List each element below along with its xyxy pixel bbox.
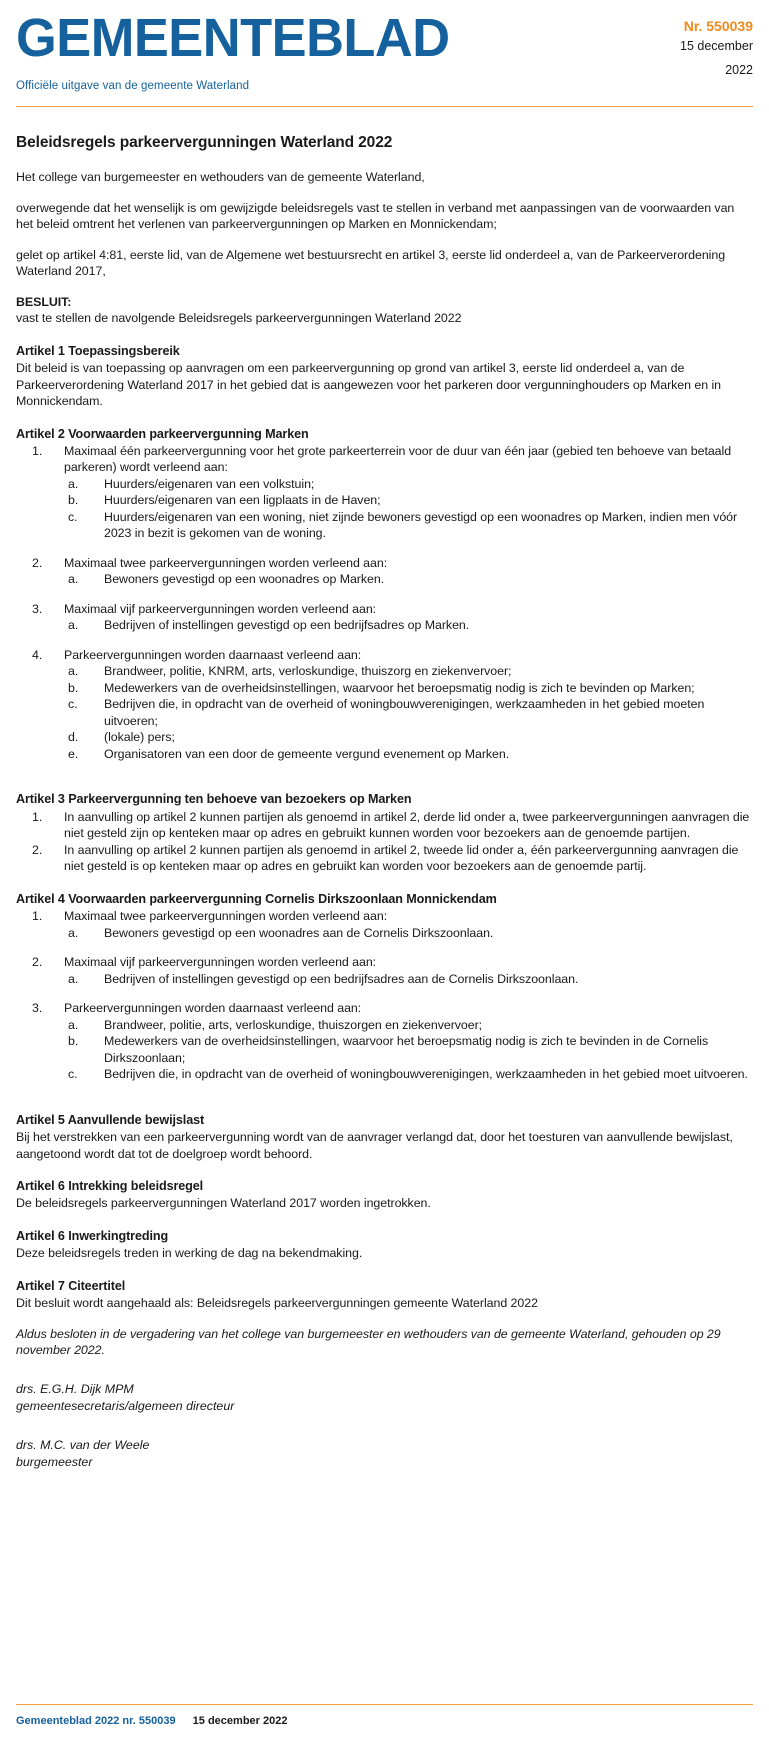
issue-date-year: 2022 xyxy=(725,62,753,77)
list-item xyxy=(64,680,753,697)
list-text: In aanvulling op artikel 2 kunnen partijen als genoemd in artikel 2, tweede lid onder a, één parkeervergunning aanvragen die niet gesteld is op kenteken maar op adres en gebruikt kan worden voor bezoekers aan de genoemde partij. xyxy=(64,842,739,874)
article-1-heading: Artikel 1 Toepassingsbereik xyxy=(16,343,180,358)
list-item xyxy=(64,1066,753,1083)
signatory-role: burgemeester xyxy=(16,1454,93,1469)
list-marker: 2. xyxy=(32,842,43,857)
footer-publication-reference: Gemeenteblad 2022 nr. 550039 xyxy=(16,1714,176,1727)
list-item xyxy=(64,509,753,542)
list-marker: c. xyxy=(68,509,78,524)
masthead-subtitle: Officiële uitgave van de gemeente Waterland xyxy=(16,79,250,92)
list-item xyxy=(64,1033,753,1066)
sub-list xyxy=(64,476,753,542)
list-item xyxy=(64,571,753,588)
list-marker: a. xyxy=(68,618,79,633)
list-text: Maximaal twee parkeervergunningen worden verleend aan: xyxy=(64,555,388,570)
list-text: Bewoners gevestigd op een woonadres op Marken. xyxy=(104,572,385,587)
article-6-intrekking-heading: Artikel 6 Intrekking beleidsregel xyxy=(16,1179,204,1194)
list-item xyxy=(64,746,753,763)
article-5-body: Bij het verstrekken van een parkeervergunning wordt van de aanvrager verlangd dat, door het toesturen van aanvullende bewijslast, aangetoond wordt dat tot de doelgroep wordt behoord. xyxy=(16,1130,733,1161)
list-item xyxy=(64,1017,753,1034)
spacer xyxy=(16,1312,753,1326)
footer-divider xyxy=(16,1704,753,1705)
sub-list xyxy=(64,571,753,588)
list-text: Bedrijven of instellingen gevestigd op een bedrijfsadres aan de Cornelis Dirkszoonlaan. xyxy=(104,971,579,986)
list-text: Maximaal twee parkeervergunningen worden verleend aan: xyxy=(64,909,388,924)
sub-list xyxy=(64,617,753,634)
list-item xyxy=(64,492,753,509)
article-4-list xyxy=(16,908,753,1083)
list-marker: b. xyxy=(68,493,79,508)
list-text: Huurders/eigenaren van een volkstuin; xyxy=(104,476,315,491)
list-item xyxy=(16,1000,753,1083)
sub-list xyxy=(64,971,753,988)
list-text: Medewerkers van de overheidsinstellingen, waarvoor het beroepsmatig nodig is zich te bevinden in de Cornelis Dirkszoonlaan; xyxy=(104,1034,709,1065)
list-marker: a. xyxy=(68,925,79,940)
list-text: In aanvulling op artikel 2 kunnen partijen als genoemd in artikel 2, derde lid onder a, twee parkeervergunningen aanvragen die niet gesteld zijn op kenteken maar op adres en gebruikt kunnen worden voor bezoekers aan de genoemde partijen. xyxy=(64,809,750,841)
signatory-name: drs. M.C. van der Weele xyxy=(16,1437,150,1452)
article-2-list xyxy=(16,443,753,763)
list-item xyxy=(64,663,753,680)
list-text: Huurders/eigenaren van een ligplaats in de Haven; xyxy=(104,493,381,508)
list-text: Bedrijven of instellingen gevestigd op een bedrijfsadres op Marken. xyxy=(104,618,470,633)
footer-publication-date: 15 december 2022 xyxy=(192,1714,288,1727)
sub-list xyxy=(64,663,753,762)
list-marker: 2. xyxy=(32,955,43,970)
list-marker: e. xyxy=(68,746,79,761)
list-item xyxy=(64,696,753,729)
list-marker: d. xyxy=(68,730,79,745)
signatory-role: gemeentesecretaris/algemeen directeur xyxy=(16,1398,235,1413)
signatory-name: drs. E.G.H. Dijk MPM xyxy=(16,1381,134,1396)
issue-date-day-month: 15 december xyxy=(680,38,753,53)
list-item xyxy=(16,443,753,542)
list-item xyxy=(64,729,753,746)
list-text: Brandweer, politie, KNRM, arts, verloskundige, thuiszorg en ziekenvervoer; xyxy=(104,664,512,679)
list-marker: 1. xyxy=(32,809,43,824)
list-text: Organisatoren van een door de gemeente vergund evenement op Marken. xyxy=(104,746,510,761)
article-3-list xyxy=(16,809,753,875)
list-text: Bewoners gevestigd op een woonadres aan de Cornelis Dirkszoonlaan. xyxy=(104,925,494,940)
article-4-heading: Artikel 4 Voorwaarden parkeervergunning Cornelis Dirkszoonlaan Monnickendam xyxy=(16,891,497,906)
article-7-body: Dit besluit wordt aangehaald als: Beleidsregels parkeervergunningen gemeente Waterland 2022 xyxy=(16,1296,538,1311)
intro-paragraph-2: overwegende dat het wenselijk is om gewijzigde beleidsregels vast te stellen in verband met aanpassingen van de voorwaarden van het beleid omtrent het verlenen van parkeervergunningen op Marken en Monnickendam; xyxy=(16,200,735,232)
list-marker: c. xyxy=(68,697,78,712)
masthead-issue-info xyxy=(666,12,753,82)
list-text: Parkeervergunningen worden daarnaast verleend aan: xyxy=(64,1001,362,1016)
list-text: Huurders/eigenaren van een woning, niet zijnde bewoners gevestigd op een woonadres op Marken, indien men vóór 2023 in bezit is gekomen van de woning. xyxy=(104,509,738,541)
sub-list xyxy=(64,1017,753,1083)
list-marker: 2. xyxy=(32,555,43,570)
footer-content xyxy=(16,1714,753,1728)
issue-number: Nr. 550039 xyxy=(683,18,753,34)
article-3-heading: Artikel 3 Parkeervergunning ten behoeve van bezoekers op Marken xyxy=(16,792,412,807)
list-text: (lokale) pers; xyxy=(104,730,175,745)
article-1-body: Dit beleid is van toepassing op aanvragen om een parkeervergunning op grond van artikel 3, eerste lid onderdeel a, van de Parkeerverordening Waterland 2017 in het gebied dat is aangewezen voor het parkeren door vergunninghouders op Marken en in Monnickendam. xyxy=(16,361,721,409)
list-text: Maximaal vijf parkeervergunningen worden verleend aan: xyxy=(64,955,377,970)
article-2-heading: Artikel 2 Voorwaarden parkeervergunning Marken xyxy=(16,426,309,441)
signature-block-secretary xyxy=(16,1381,753,1415)
list-item xyxy=(16,954,753,987)
list-item xyxy=(64,925,753,942)
intro-paragraph-1: Het college van burgemeester en wethouders van de gemeente Waterland, xyxy=(16,170,425,185)
list-text: Brandweer, politie, arts, verloskundige, thuiszorgen en ziekenvervoer; xyxy=(104,1017,483,1032)
list-marker: a. xyxy=(68,664,79,679)
list-item xyxy=(16,647,753,763)
document-body xyxy=(16,107,753,1471)
list-item xyxy=(64,476,753,493)
intro-paragraph-3: gelet op artikel 4:81, eerste lid, van de Algemene wet bestuursrecht en artikel 3, eerste lid onderdeel a, van de Parkeerverordening Waterland 2017, xyxy=(16,247,726,279)
article-6-inwerkingtreding-heading: Artikel 6 Inwerkingtreding xyxy=(16,1228,169,1243)
list-marker: a. xyxy=(68,971,79,986)
list-marker: 4. xyxy=(32,647,43,662)
list-marker: b. xyxy=(68,680,79,695)
list-item xyxy=(16,908,753,941)
list-item xyxy=(16,842,753,875)
list-item xyxy=(16,601,753,634)
list-text: Maximaal vijf parkeervergunningen worden verleend aan: xyxy=(64,601,377,616)
list-marker: 3. xyxy=(32,601,43,616)
signature-block-mayor xyxy=(16,1437,753,1471)
page-title: Beleidsregels parkeervergunningen Waterland 2022 xyxy=(16,133,393,151)
list-marker: a. xyxy=(68,476,79,491)
article-6-inwerkingtreding-body: Deze beleidsregels treden in werking de dag na bekendmaking. xyxy=(16,1246,363,1261)
list-item xyxy=(16,555,753,588)
besluit-label: BESLUIT: xyxy=(16,294,72,309)
closing-statement: Aldus besloten in de vergadering van het college van burgemeester en wethouders van de gemeente Waterland, gehouden op 29 november 2022. xyxy=(16,1326,721,1358)
list-item xyxy=(16,809,753,842)
list-marker: a. xyxy=(68,1017,79,1032)
list-item xyxy=(64,971,753,988)
list-text: Parkeervergunningen worden daarnaast verleend aan: xyxy=(64,647,362,662)
gemeenteblad-wordmark: GEMEENTEBLAD xyxy=(16,8,450,68)
masthead-left xyxy=(16,8,666,94)
list-marker: a. xyxy=(68,572,79,587)
list-text: Bedrijven die, in opdracht van de overheid of woningbouwverenigingen, werkzaamheden in het gebied moet uitvoeren. xyxy=(104,1067,748,1082)
article-6-intrekking-body: De beleidsregels parkeervergunningen Waterland 2017 worden ingetrokken. xyxy=(16,1196,431,1211)
list-text: Maximaal één parkeervergunning voor het grote parkeerterrein voor de duur van één jaar (gebied ten behoeve van betaald parkeren) wordt verleend aan: xyxy=(64,443,732,475)
page-footer xyxy=(16,1704,753,1728)
list-text: Medewerkers van de overheidsinstellingen, waarvoor het beroepsmatig nodig is zich te bevinden op Marken; xyxy=(104,680,695,695)
list-marker: 3. xyxy=(32,1001,43,1016)
list-marker: 1. xyxy=(32,909,43,924)
article-7-heading: Artikel 7 Citeertitel xyxy=(16,1278,126,1293)
list-marker: b. xyxy=(68,1034,79,1049)
list-marker: c. xyxy=(68,1067,78,1082)
masthead xyxy=(16,0,753,94)
list-marker: 1. xyxy=(32,443,43,458)
list-item xyxy=(64,617,753,634)
besluit-text: vast te stellen de navolgende Beleidsregels parkeervergunningen Waterland 2022 xyxy=(16,311,462,326)
article-5-heading: Artikel 5 Aanvullende bewijslast xyxy=(16,1112,205,1127)
sub-list xyxy=(64,925,753,942)
list-text: Bedrijven die, in opdracht van de overheid of woningbouwverenigingen, werkzaamheden in het gebied moeten uitvoeren; xyxy=(104,697,705,728)
